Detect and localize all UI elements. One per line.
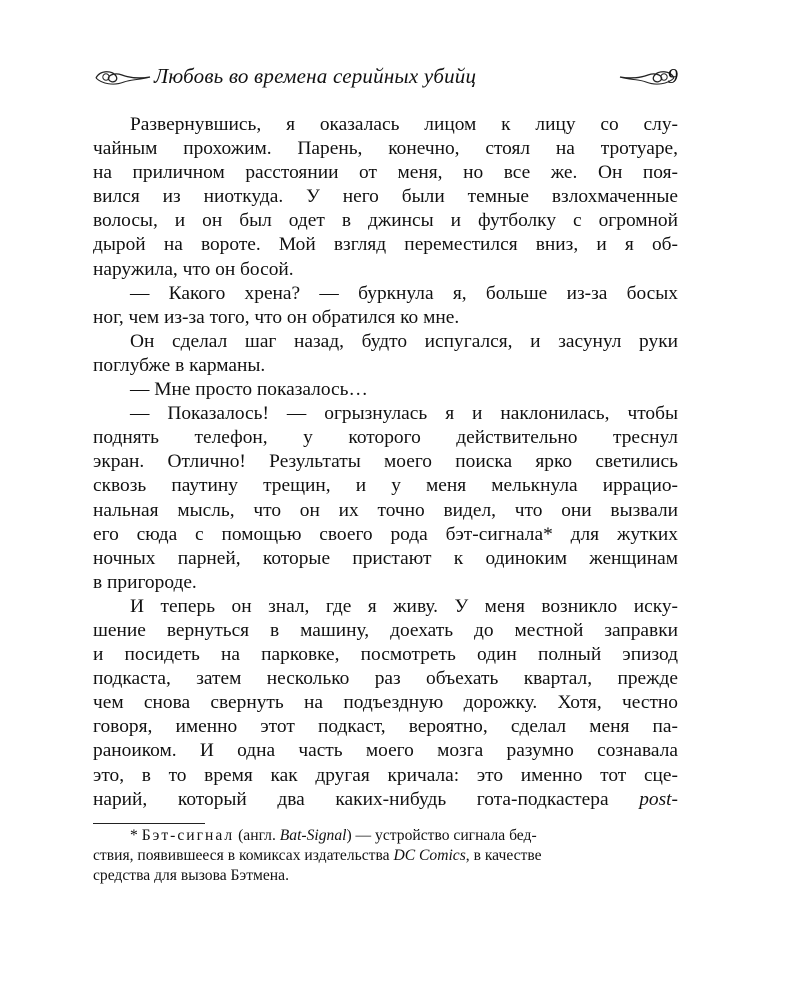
text-line: это, в то время как другая кричала: это именно тот сце- <box>93 764 678 786</box>
text-line: — Мне просто показалось… <box>130 379 368 401</box>
text-line: Развернувшись, я оказалась лицом к лицу со слу- <box>130 114 678 135</box>
text-line: чем снова свернуть на подъездную дорожку. Хотя, честно <box>93 692 678 714</box>
footnote-text: ) — устройство сигнала бед- <box>346 827 537 844</box>
text-line: чайным прохожим. Парень, конечно, стоял на тротуаре, <box>93 138 678 160</box>
text-line: волосы, и он был одет в джинсы и футболку с огромной <box>93 210 678 232</box>
text-line: в пригороде. <box>93 571 197 593</box>
footnote-term-en: Bat-Signal <box>279 827 347 844</box>
text-segment: нарий, который два каких-нибудь гота-подкастера <box>93 788 609 810</box>
text-line-last <box>93 788 678 812</box>
footnote-line <box>93 826 678 846</box>
text-line: И теперь он знал, где я живу. У меня возникло иску- <box>130 595 678 617</box>
footnote-line: средства для вызова Бэтмена. <box>93 867 289 884</box>
text-line: дырой на вороте. Мой взгляд переместился вниз, и я об- <box>93 234 678 256</box>
text-line: вился из ниоткуда. У него были темные взлохмаченные <box>93 186 678 208</box>
text-line: шение вернуться в машину, доехать до местной заправки <box>93 619 678 641</box>
footnote-publisher: DC Comics <box>393 847 466 864</box>
italic-word: post- <box>639 788 678 810</box>
text-line: сквозь паутину трещин, и у меня мелькнула иррацио- <box>93 475 678 497</box>
footnote-marker: * <box>130 827 138 844</box>
text-line: — Показалось! — огрызнулась я и наклонилась, чтобы <box>130 403 678 425</box>
text-line: ночных парней, которые пристают к одиноким женщинам <box>93 547 678 569</box>
text-line: нальная мысль, что он их точно видел, что они вызвали <box>93 499 678 521</box>
text-line: на приличном расстоянии от меня, но все же. Он поя- <box>93 162 678 184</box>
book-title: Любовь во времена серийных убийц <box>154 64 477 88</box>
text-line: говоря, именно этот подкаст, вероятно, сделал меня па- <box>93 716 678 738</box>
left-flourish-icon <box>94 66 152 88</box>
page-number: 9 <box>667 64 678 88</box>
text-line: наружила, что он босой. <box>93 258 294 280</box>
footnote-text: ствия, появившееся в комиксах издательства <box>93 847 394 864</box>
footnote-text: , в качестве <box>465 847 542 864</box>
text-line: экран. Отлично! Результаты моего поиска ярко светились <box>93 451 678 473</box>
text-line: подкаста, затем несколько раз объехать квартал, прежде <box>93 668 678 690</box>
text-line: и посидеть на парковке, посмотреть один полный эпизод <box>93 644 678 666</box>
main-text <box>93 113 678 812</box>
text-line: Он сделал шаг назад, будто испугался, и засунул руки <box>130 330 678 352</box>
text-line: поднять телефон, у которого действительно треснул <box>93 427 678 449</box>
text-line: ног, чем из-за того, что он обратился ко мне. <box>93 306 460 328</box>
footnote-divider <box>93 823 205 824</box>
text-line: поглубже в карманы. <box>93 354 266 376</box>
text-line: раноиком. И одна часть моего мозга разумно сознавала <box>93 740 678 762</box>
running-header <box>92 62 682 94</box>
footnote-term: Бэт-сигнал <box>141 827 235 844</box>
text-line: его сюда с помощью своего рода бэт-сигнала* для жутких <box>93 523 678 545</box>
text-line: — Какого хрена? — буркнула я, больше из-за босых <box>130 282 678 304</box>
footnote-text: (англ. <box>234 827 280 844</box>
footnote-line <box>93 846 678 866</box>
footnote <box>93 826 678 886</box>
